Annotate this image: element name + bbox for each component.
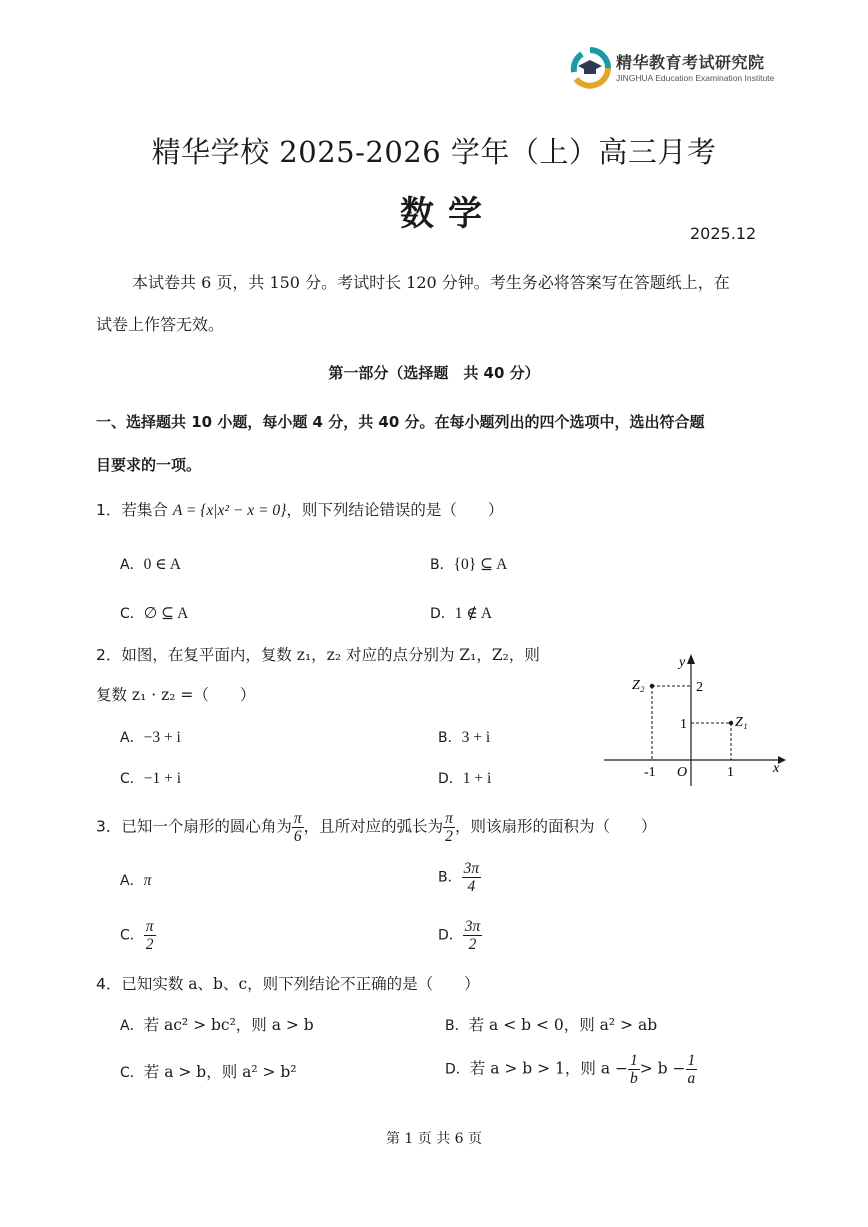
exam-title: 精华学校 2025-2026 学年（上）高三月考 xyxy=(151,135,717,169)
question-number: 1． xyxy=(96,501,122,519)
logo-name-en: JINGHUA Education Examination Institute xyxy=(616,73,775,83)
complex-plane-figure xyxy=(600,650,790,790)
fraction-numerator: π xyxy=(145,918,154,935)
option-label: A． xyxy=(120,873,144,889)
option-text: {0} ⊆ A xyxy=(453,556,508,573)
option-text: 0 ∈ A xyxy=(143,556,181,573)
fraction-denominator: 2 xyxy=(445,828,453,845)
option-fraction xyxy=(686,1052,698,1087)
fraction-numerator: π xyxy=(445,810,453,827)
question-number: 3． xyxy=(96,817,122,836)
fraction-denominator: 6 xyxy=(293,828,302,845)
q4-option-c[interactable] xyxy=(120,1062,297,1083)
fraction-numerator: 3π xyxy=(464,918,481,935)
point-z1 xyxy=(729,721,733,725)
option-text: > b − xyxy=(639,1059,686,1078)
option-label: C． xyxy=(120,606,144,622)
option-fraction xyxy=(462,860,482,895)
fraction-denominator: a xyxy=(687,1070,696,1087)
option-text: ∅ ⊆ A xyxy=(143,605,189,622)
q1-post: ，则下列结论错误的是（ ） xyxy=(286,501,504,519)
option-text: π xyxy=(143,872,152,889)
question-1-stem xyxy=(96,500,503,521)
option-text: −1 + i xyxy=(143,770,182,787)
logo-name-cn: 精华教育考试研究院 xyxy=(616,53,765,72)
question-2-stem-line2: 复数 z₁ · z₂ =（ ） xyxy=(96,686,256,704)
q1-set-expression: A = {x|x² − x = 0} xyxy=(172,502,287,519)
option-text: 1 + i xyxy=(462,770,492,787)
q3-pre: 已知一个扇形的圆心角为 xyxy=(121,817,292,836)
fraction-denominator: b xyxy=(630,1070,638,1087)
option-label: D． xyxy=(438,927,463,944)
logo-emblem-icon xyxy=(568,46,612,90)
exam-date: 2025.12 xyxy=(690,224,757,243)
fraction-numerator: 3π xyxy=(463,860,480,877)
y-axis-label: y xyxy=(679,655,686,670)
option-label: C． xyxy=(120,927,144,944)
angle-fraction xyxy=(292,810,304,845)
section-instructions-line2: 目要求的一项。 xyxy=(96,456,202,474)
q2-option-a[interactable] xyxy=(120,727,181,748)
instructions-line2: 试卷上作答无效。 xyxy=(96,315,225,334)
option-text: 1 ∉ A xyxy=(454,605,493,622)
q3-mid: ，且所对应的弧长为 xyxy=(303,817,444,836)
option-label: B． xyxy=(430,557,454,573)
option-text: 若 a > b > 1，则 a − xyxy=(469,1059,628,1078)
option-label: B． xyxy=(445,1018,469,1034)
q3-option-b[interactable] xyxy=(438,860,481,895)
option-fraction xyxy=(144,918,156,953)
question-4-stem xyxy=(96,974,480,994)
option-text: 若 a > b，则 a² > b² xyxy=(143,1063,297,1081)
fraction-numerator: 1 xyxy=(687,1052,696,1069)
option-fraction xyxy=(628,1052,640,1087)
q4-option-a[interactable] xyxy=(120,1015,314,1036)
q1-option-b[interactable] xyxy=(430,554,507,575)
tick-x1: 1 xyxy=(727,765,734,780)
q3-post: ，则该扇形的面积为（ ） xyxy=(454,817,657,836)
tick-xm1: -1 xyxy=(644,765,656,780)
option-label: B． xyxy=(438,730,462,746)
option-text: 若 a < b < 0，则 a² > ab xyxy=(468,1016,658,1034)
fraction-numerator: π xyxy=(293,810,302,827)
q3-option-c[interactable] xyxy=(120,918,156,953)
point-z2-label: Z₂ xyxy=(632,678,645,693)
option-label: A． xyxy=(120,1018,144,1034)
q2-option-c[interactable] xyxy=(120,768,181,789)
subject-title: 数学 xyxy=(400,194,496,234)
option-label: B． xyxy=(438,869,462,886)
q1-option-d[interactable] xyxy=(430,603,492,624)
option-text: 3 + i xyxy=(461,729,491,746)
page-footer: 第 1 页 共 6 页 xyxy=(385,1131,483,1147)
option-label: D． xyxy=(430,606,455,622)
option-label: C． xyxy=(120,1065,144,1081)
fraction-numerator: 1 xyxy=(630,1052,638,1069)
option-text: −3 + i xyxy=(143,729,181,746)
q3-option-d[interactable] xyxy=(438,918,482,953)
question-3-stem xyxy=(96,810,656,845)
q1-pre: 若集合 xyxy=(121,501,173,519)
x-axis-label: x xyxy=(773,761,780,776)
option-label: D． xyxy=(445,1061,470,1078)
part1-heading: 第一部分（选择题 共 40 分） xyxy=(328,364,540,382)
instructions-line1: 本试卷共 6 页，共 150 分。考试时长 120 分钟。考生务必将答案写在答题纸上，在 xyxy=(132,273,730,292)
fraction-denominator: 2 xyxy=(468,936,477,953)
tick-y1: 1 xyxy=(680,717,687,732)
institute-logo xyxy=(568,46,612,90)
q2-line1: 如图，在复平面内，复数 z₁，z₂ 对应的点分别为 Z₁，Z₂，则 xyxy=(121,646,540,664)
section-instructions-line1: 一、选择题共 10 小题，每小题 4 分，共 40 分。在每小题列出的四个选项中，选出符合题 xyxy=(96,413,705,431)
arc-fraction xyxy=(443,810,455,845)
option-label: A． xyxy=(120,557,144,573)
question-2-stem-line1 xyxy=(96,645,540,665)
option-label: D． xyxy=(438,771,463,787)
y-axis-arrow-icon xyxy=(687,654,695,664)
option-label: A． xyxy=(120,730,144,746)
question-number: 4． xyxy=(96,975,122,993)
fraction-denominator: 4 xyxy=(467,878,476,895)
point-z1-label: Z₁ xyxy=(735,715,748,730)
q1-option-a[interactable] xyxy=(120,554,181,575)
q4-option-d[interactable] xyxy=(445,1052,697,1087)
question-number: 2． xyxy=(96,646,122,664)
q4-stem: 已知实数 a、b、c，则下列结论不正确的是（ ） xyxy=(121,975,480,993)
tick-y2: 2 xyxy=(696,680,703,695)
point-z2 xyxy=(650,684,654,688)
origin-label: O xyxy=(677,765,688,780)
option-fraction xyxy=(463,918,483,953)
fraction-denominator: 2 xyxy=(145,936,154,953)
option-label: C． xyxy=(120,771,144,787)
q2-option-b[interactable] xyxy=(438,727,490,748)
q3-option-a[interactable] xyxy=(120,870,151,891)
q4-option-b[interactable] xyxy=(445,1015,657,1036)
q2-option-d[interactable] xyxy=(438,768,491,789)
option-text: 若 ac² > bc²，则 a > b xyxy=(143,1016,314,1034)
q1-option-c[interactable] xyxy=(120,603,188,624)
